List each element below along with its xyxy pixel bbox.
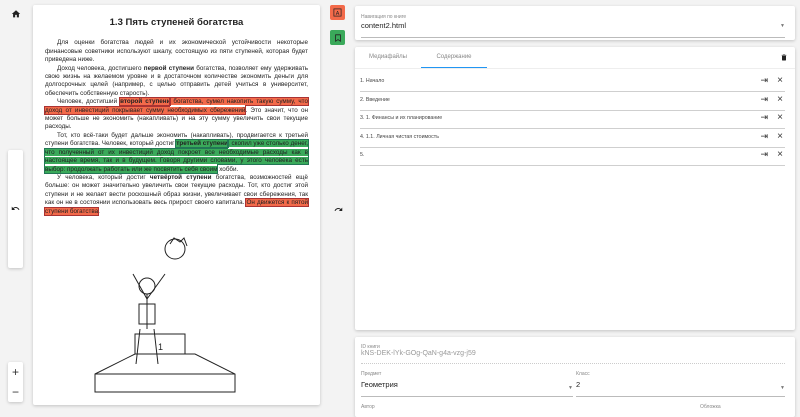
close-icon[interactable]: × — [777, 75, 783, 86]
bookmark-icon — [334, 34, 342, 42]
document-page — [33, 5, 320, 405]
trash-icon — [780, 53, 788, 62]
undo-icon — [11, 204, 20, 213]
contents-item-label: 5. — [360, 152, 365, 158]
go-to-icon[interactable]: ⇥ — [760, 112, 768, 122]
contents-item[interactable] — [360, 130, 785, 148]
redo-button[interactable] — [331, 201, 345, 217]
contents-item-label: 2. Введение — [360, 96, 390, 103]
paragraph: Человек, достигший второй ступени богатства, сумел накопить такую сумму, что доход от инвестиций покрывает сумму необходимых сбережений. Это значит, что он может больше не экономить (накапливать) и на эту сумму увеличить свои текущие расходы. — [45, 98, 308, 131]
close-icon[interactable]: × — [777, 130, 783, 142]
author-label: Автор — [361, 404, 375, 410]
highlight-green[interactable]: , скопил уже столько денег, что полученный от их инвестиций доход покроет все необходимые расходы как в настоящее время, так и в будущем. Говоря другими словами, у этого человека есть выбор: продолжать работать или же посвятить себя своим — [45, 140, 308, 173]
close-icon[interactable]: × — [777, 112, 783, 123]
paragraph: У человека, который достиг четвёртой ступени богатства, возможностей ещё больше: он может значительно увеличить свои текущие расходы. Тот, кто достиг этой ступени и не желает вести роскошный образ жизни, увеличивает свои сбережения, так как он не в состоянии использовать весь прирост своего капитала. Он движется к пятой ступени богатства. — [45, 173, 308, 215]
contents-item-label: 4. 1.1. Личная чистая стоимость — [360, 133, 439, 140]
dropdown-arrow-icon: ▼ — [780, 385, 785, 391]
podium-illustration — [75, 224, 255, 394]
highlight-red[interactable]: второй ступени — [120, 98, 171, 106]
contents-item-label: 3. 1. Финансы и их планирование — [360, 115, 443, 121]
contents-card — [355, 47, 795, 330]
zoom-out-button[interactable]: − — [11, 385, 19, 399]
text-select-icon — [333, 8, 342, 17]
navigation-select[interactable]: Навигация по книге content2.html ▼ — [361, 14, 785, 38]
contents-item[interactable] — [360, 148, 785, 166]
contents-item[interactable] — [360, 93, 785, 111]
contents-item[interactable] — [360, 74, 785, 92]
home-icon — [11, 9, 21, 19]
tab-contents[interactable]: Содержание — [421, 47, 487, 68]
close-icon[interactable]: × — [777, 149, 783, 160]
subject-select[interactable]: Предмет Геометрия ▼ — [361, 371, 573, 397]
book-id-field: ID книги kNS-DEK-lYk-GOg-QaN-g4a-vzg-j59 — [361, 344, 785, 364]
go-to-icon[interactable]: ⇥ — [760, 93, 768, 104]
document-title: 1.3 Пять ступеней богатства — [109, 17, 244, 28]
go-to-icon[interactable]: ⇥ — [760, 130, 768, 141]
dropdown-arrow-icon: ▼ — [780, 23, 785, 29]
go-to-icon[interactable]: ⇥ — [760, 75, 768, 85]
paragraph: Доход человека, достигшего первой ступени богатства, позволяет ему удерживать свою жизнь на желаемом уровне и в достаточном количестве экономить деньги для долгосрочных целей (например, с целью отправить детей учиться в университет, обеспечить собственную старость). — [45, 64, 309, 97]
undo-button[interactable] — [8, 200, 23, 216]
paragraph: Для оценки богатства людей и их экономической устойчивости некоторые финансовые советники используют шкалу, состоящую из пяти ступеней, которая будет приведена ниже. — [45, 39, 308, 64]
contents-item[interactable] — [360, 111, 785, 129]
red-highlight-tool[interactable] — [330, 5, 345, 20]
highlight-green[interactable]: третьей ступени — [176, 140, 228, 148]
zoom-panel — [8, 362, 23, 402]
home-button[interactable] — [8, 6, 24, 22]
redo-icon — [334, 205, 343, 214]
class-select[interactable]: Класс 2 ▼ — [576, 371, 785, 397]
delete-button[interactable] — [777, 50, 791, 64]
svg-text:1: 1 — [158, 341, 164, 352]
tab-media[interactable]: Медиафайлы — [369, 54, 407, 60]
contents-item-label: 1. Начало — [360, 78, 385, 84]
highlight-red[interactable]: богатства, сумел накопить такую сумму, что доход от инвестиций покрывает сумму необходимых сбережений — [45, 98, 308, 114]
book-meta-card — [355, 337, 795, 417]
paragraph: Тот, кто всё-таки будет дальше экономить (накапливать), продвигается к третьей ступени богатства. Человек, который достиг третьей ступени, скопил уже столько денег, что полученный от их инвестиций доход покроет все необходимые расходы как в настоящее время, так и в будущем. Говоря другими словами, у этого человека есть выбор: продолжать работать или же посвятить себя своим хобби. — [45, 131, 308, 173]
undo-panel — [8, 150, 23, 268]
highlight-red[interactable]: Он движется к пятой ступени богатства — [45, 199, 308, 215]
go-to-icon[interactable]: ⇥ — [760, 149, 768, 159]
close-icon[interactable]: × — [777, 93, 783, 105]
dropdown-arrow-icon: ▼ — [568, 385, 573, 391]
svg-text:A: A — [335, 10, 340, 17]
zoom-in-button[interactable]: + — [11, 365, 19, 379]
green-highlight-tool[interactable] — [330, 30, 345, 45]
cover-label: Обложка — [700, 404, 721, 410]
navigation-card — [355, 6, 795, 40]
